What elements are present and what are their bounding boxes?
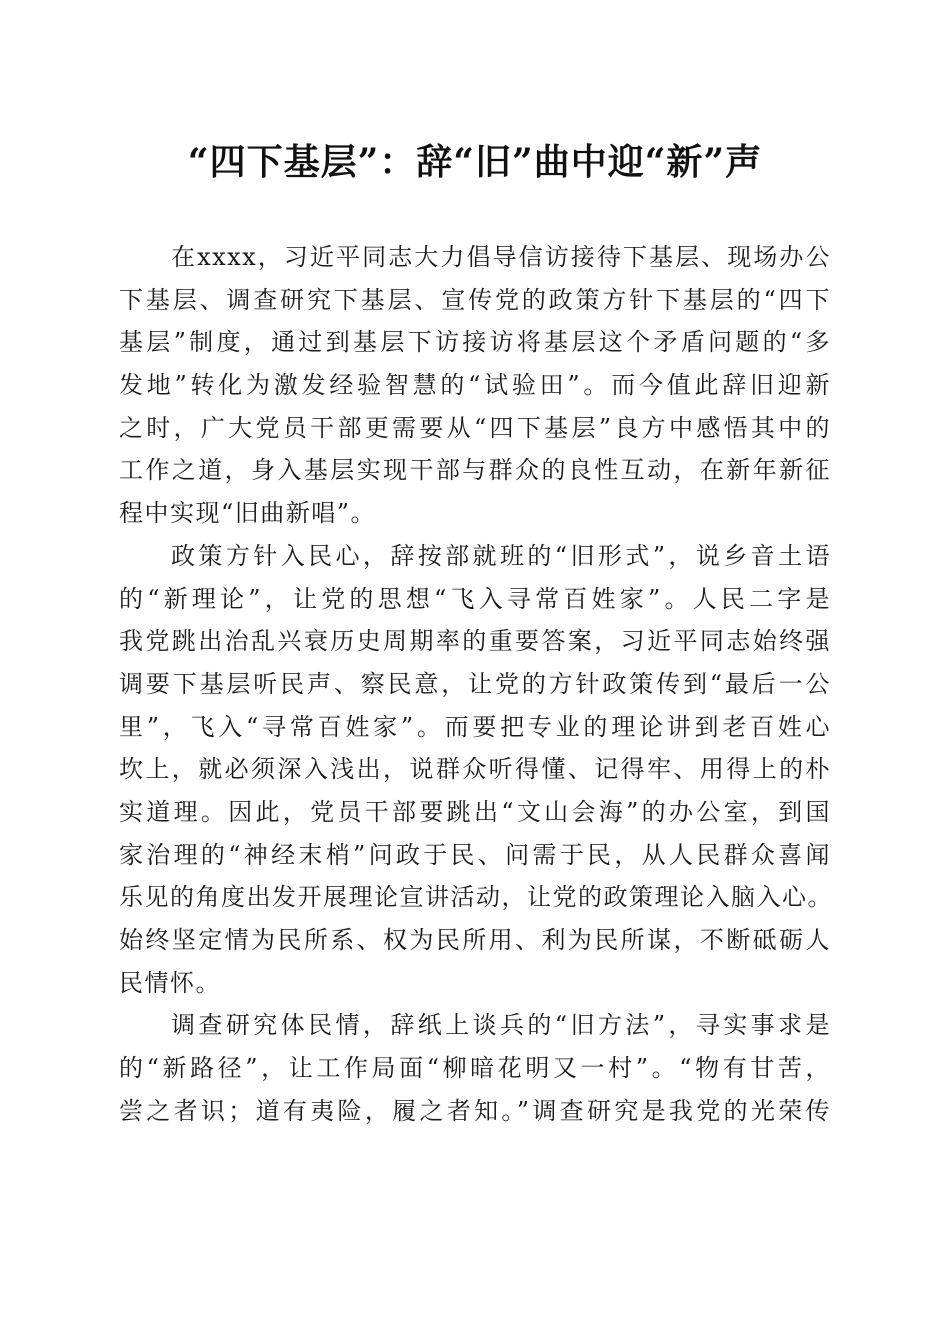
paragraph-2-line-3: 我党跳出治乱兴衰历史周期率的重要答案，习近平同志始终强 — [119, 627, 831, 656]
paragraph-1-line-6: 工作之道，身入基层实现干部与群众的良性互动，在新年新征 — [119, 456, 831, 485]
paragraph-1-line-2: 下基层、调查研究下基层、宣传党的政策方针下基层的“四下 — [119, 285, 831, 314]
paragraph-2-line-7: 实道理。因此，党员干部要跳出“文山会海”的办公室，到国 — [119, 797, 831, 826]
paragraph-2-line-9: 乐见的角度出发开展理论宣讲活动，让党的政策理论入脑入心。 — [119, 883, 833, 912]
paragraph-2-line-11: 民情怀。 — [119, 968, 221, 997]
paragraph-1-line-7: 程中实现“旧曲新唱”。 — [119, 499, 377, 528]
paragraph-1-line-4: 发地”转化为激发经验智慧的“试验田”。而今值此辞旧迎新 — [119, 371, 831, 400]
document-title: “四下基层”：辞“旧”曲中迎“新”声 — [187, 141, 763, 183]
paragraph-2-line-8: 家治理的“神经末梢”问政于民、问需于民，从人民群众喜闻 — [119, 840, 831, 869]
paragraph-3-line-3: 尝之者识；道有夷险，履之者知。”调查研究是我党的光荣传 — [119, 1096, 831, 1125]
paragraph-3-line-2: 的“新路径”，让工作局面“柳暗花明又一村”。“物有甘苦， — [119, 1054, 831, 1083]
paragraph-3-line-1: 调查研究体民情，辞纸上谈兵的“旧方法”，寻实事求是 — [171, 1011, 831, 1040]
paragraph-2-line-2: 的“新理论”，让党的思想“飞入寻常百姓家”。人民二字是 — [119, 584, 831, 613]
paragraph-2-line-10: 始终坚定情为民所系、权为民所用、利为民所谋，不断砥砺人 — [119, 926, 831, 954]
document-body — [119, 236, 831, 1132]
paragraph-2-line-4: 调要下基层听民声、察民意，让党的方针政策传到“最后一公 — [119, 669, 831, 698]
paragraph-1-line-1: 在xxxx，习近平同志大力倡导信访接待下基层、现场办公 — [171, 243, 831, 271]
paragraph-2-line-5: 里”，飞入“寻常百姓家”。而要把专业的理论讲到老百姓心 — [119, 712, 831, 741]
paragraph-1-line-5: 之时，广大党员干部更需要从“四下基层”良方中感悟其中的 — [119, 413, 831, 442]
paragraph-2-line-1: 政策方针入民心，辞按部就班的“旧形式”，说乡音土语 — [171, 541, 831, 570]
paragraph-2-line-6: 坎上，就必须深入浅出，说群众听得懂、记得牢、用得上的朴 — [119, 755, 831, 784]
paragraph-1-line-3: 基层”制度，通过到基层下访接访将基层这个矛盾问题的“多 — [119, 328, 831, 357]
